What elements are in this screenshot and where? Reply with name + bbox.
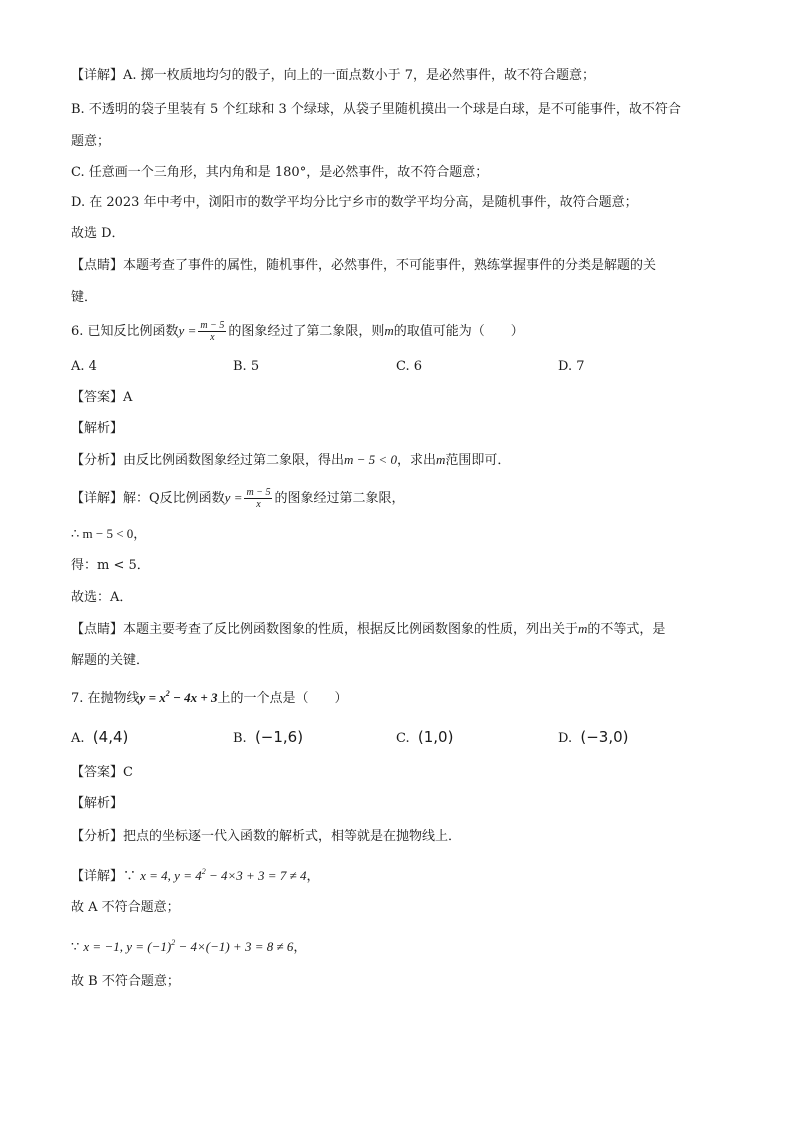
q6-option-d: D. 7 bbox=[558, 359, 585, 374]
q7-option-a-value: (4,4) bbox=[92, 728, 129, 746]
q6-analysis-mid: ，求出 bbox=[396, 453, 436, 468]
detail-line-b: B. 不透明的袋子里装有 5 个红球和 3 个绿球，从袋子里随机摸出一个球是白球，是不可能事件，故不符合 bbox=[71, 102, 681, 117]
q6-comment-pre: 【点睛】本题主要考查了反比例函数图象的性质，根据反比例函数图象的性质，列出关于 bbox=[71, 622, 579, 637]
detail-line-a: 【详解】A. 掷一枚质地均匀的骰子，向上的一面点数小于 7，是必然事件，故不符合题意； bbox=[71, 68, 596, 83]
q6-option-c: C. 6 bbox=[396, 359, 423, 374]
q7-b-check bbox=[71, 933, 734, 958]
detail-line-d: D. 在 2023 年中考中，浏阳市的数学平均分比宁乡市的数学平均分高，是随机事件，故符合题意； bbox=[71, 195, 638, 210]
q7-answer: 【答案】C bbox=[71, 765, 133, 780]
q6-step-1: ∴ m − 5 < 0， bbox=[71, 526, 147, 541]
q6-y: y = bbox=[178, 323, 197, 338]
q6-detail-y: y = bbox=[224, 490, 243, 505]
detail-line-c: C. 任意画一个三角形，其内角和是 180°，是必然事件，故不符合题意； bbox=[71, 165, 489, 180]
q7-detail-b: − 4×3 + 3 = 7 ≠ 4 bbox=[205, 868, 307, 883]
q6-text-end: 的取值可能为（ ） bbox=[393, 324, 524, 339]
q6-denominator: x bbox=[210, 332, 215, 343]
q6-step-3: 故选：A． bbox=[71, 590, 133, 605]
q7-option-a bbox=[71, 727, 128, 749]
q7-option-c-label: C. bbox=[396, 731, 410, 746]
q6-analysis-pre: 【分析】由反比例函数图象经过第二象限，得出 bbox=[71, 453, 345, 468]
q7-option-b bbox=[233, 727, 303, 749]
q7-b-pre: ∵ bbox=[71, 940, 84, 955]
question-6 bbox=[71, 320, 734, 343]
q7-option-b-label: B. bbox=[233, 731, 247, 746]
q6-comment-cont: 解题的关键． bbox=[71, 653, 150, 668]
q7-detail bbox=[71, 862, 734, 887]
q7-b-a: x = −1, y = (−1) bbox=[83, 939, 172, 954]
q6-comment-post: 的不等式，是 bbox=[587, 622, 666, 637]
q7-a-conclusion: 故 A 不符合题意； bbox=[71, 900, 180, 915]
q6-analysis-m: m bbox=[435, 452, 446, 467]
q7-eq-exponent: 2 bbox=[165, 689, 170, 698]
q7-b-b: − 4×(−1) + 3 = 8 ≠ 6 bbox=[175, 939, 294, 954]
q6-detail-post: 的图象经过第二象限， bbox=[274, 491, 405, 506]
comment-line-cont: 键． bbox=[71, 290, 98, 305]
q6-answer: 【答案】A bbox=[71, 390, 133, 405]
q6-analysis-post: 范围即可． bbox=[445, 453, 511, 468]
q7-option-d-label: D. bbox=[558, 731, 573, 746]
q6-detail-pre: 【详解】解：Q反比例函数 bbox=[71, 491, 225, 506]
q7-option-c-value: (1,0) bbox=[417, 728, 454, 746]
question-7 bbox=[71, 684, 734, 709]
q7-detail-pre: 【详解】∵ bbox=[71, 869, 141, 884]
q7-option-c bbox=[396, 727, 453, 749]
q6-analysis-inequality: m − 5 < 0 bbox=[344, 452, 397, 467]
q6-comment-m: m bbox=[578, 621, 588, 636]
q6-comment bbox=[71, 619, 734, 640]
q6-fraction bbox=[198, 320, 226, 343]
q7-detail-post: ， bbox=[306, 869, 320, 884]
q6-analysis bbox=[71, 450, 734, 471]
q6-detail-numerator: m − 5 bbox=[246, 487, 271, 498]
q6-analysis-heading: 【解析】 bbox=[71, 421, 124, 436]
q7-detail-a: x = 4, y = 4 bbox=[140, 868, 202, 883]
q7-b-exponent: 2 bbox=[171, 938, 176, 947]
q6-step-2: 得：m < 5． bbox=[71, 558, 150, 573]
q6-detail-denominator: x bbox=[256, 499, 261, 510]
choice-line: 故选 D． bbox=[71, 226, 125, 241]
q6-option-a: A. 4 bbox=[71, 359, 97, 374]
q7-b-conclusion: 故 B 不符合题意； bbox=[71, 974, 180, 989]
q6-text: 的图象经过了第二象限，则 bbox=[228, 324, 385, 339]
q7-analysis: 【分析】把点的坐标逐一代入函数的解析式，相等就是在抛物线上． bbox=[71, 829, 462, 844]
q6-detail-fraction bbox=[244, 487, 272, 510]
q7-eq-a: y = x bbox=[139, 690, 166, 705]
q6-numerator: m − 5 bbox=[200, 320, 225, 331]
q6-prefix: 6. 已知反比例函数 bbox=[71, 324, 179, 339]
q7-analysis-heading: 【解析】 bbox=[71, 796, 124, 811]
q7-option-a-label: A. bbox=[71, 731, 85, 746]
q6-m: m bbox=[384, 323, 394, 338]
q7-text: 上的一个点是（ ） bbox=[217, 691, 348, 706]
comment-line: 【点睛】本题考查了事件的属性，随机事件，必然事件，不可能事件，熟练掌握事件的分类是解题的关 bbox=[71, 258, 657, 273]
q7-b-post: ， bbox=[293, 940, 307, 955]
q7-prefix: 7. 在抛物线 bbox=[71, 691, 140, 706]
q6-detail bbox=[71, 487, 734, 510]
q6-option-b: B. 5 bbox=[233, 359, 260, 374]
detail-line-b-cont: 题意； bbox=[71, 134, 111, 149]
q7-equation bbox=[140, 690, 218, 705]
q7-eq-b: − 4x + 3 bbox=[169, 690, 218, 705]
q7-option-d bbox=[558, 727, 629, 749]
q7-detail-exponent: 2 bbox=[201, 867, 206, 876]
q7-option-b-value: (−1,6) bbox=[254, 728, 304, 746]
q7-option-d-value: (−3,0) bbox=[580, 728, 629, 746]
